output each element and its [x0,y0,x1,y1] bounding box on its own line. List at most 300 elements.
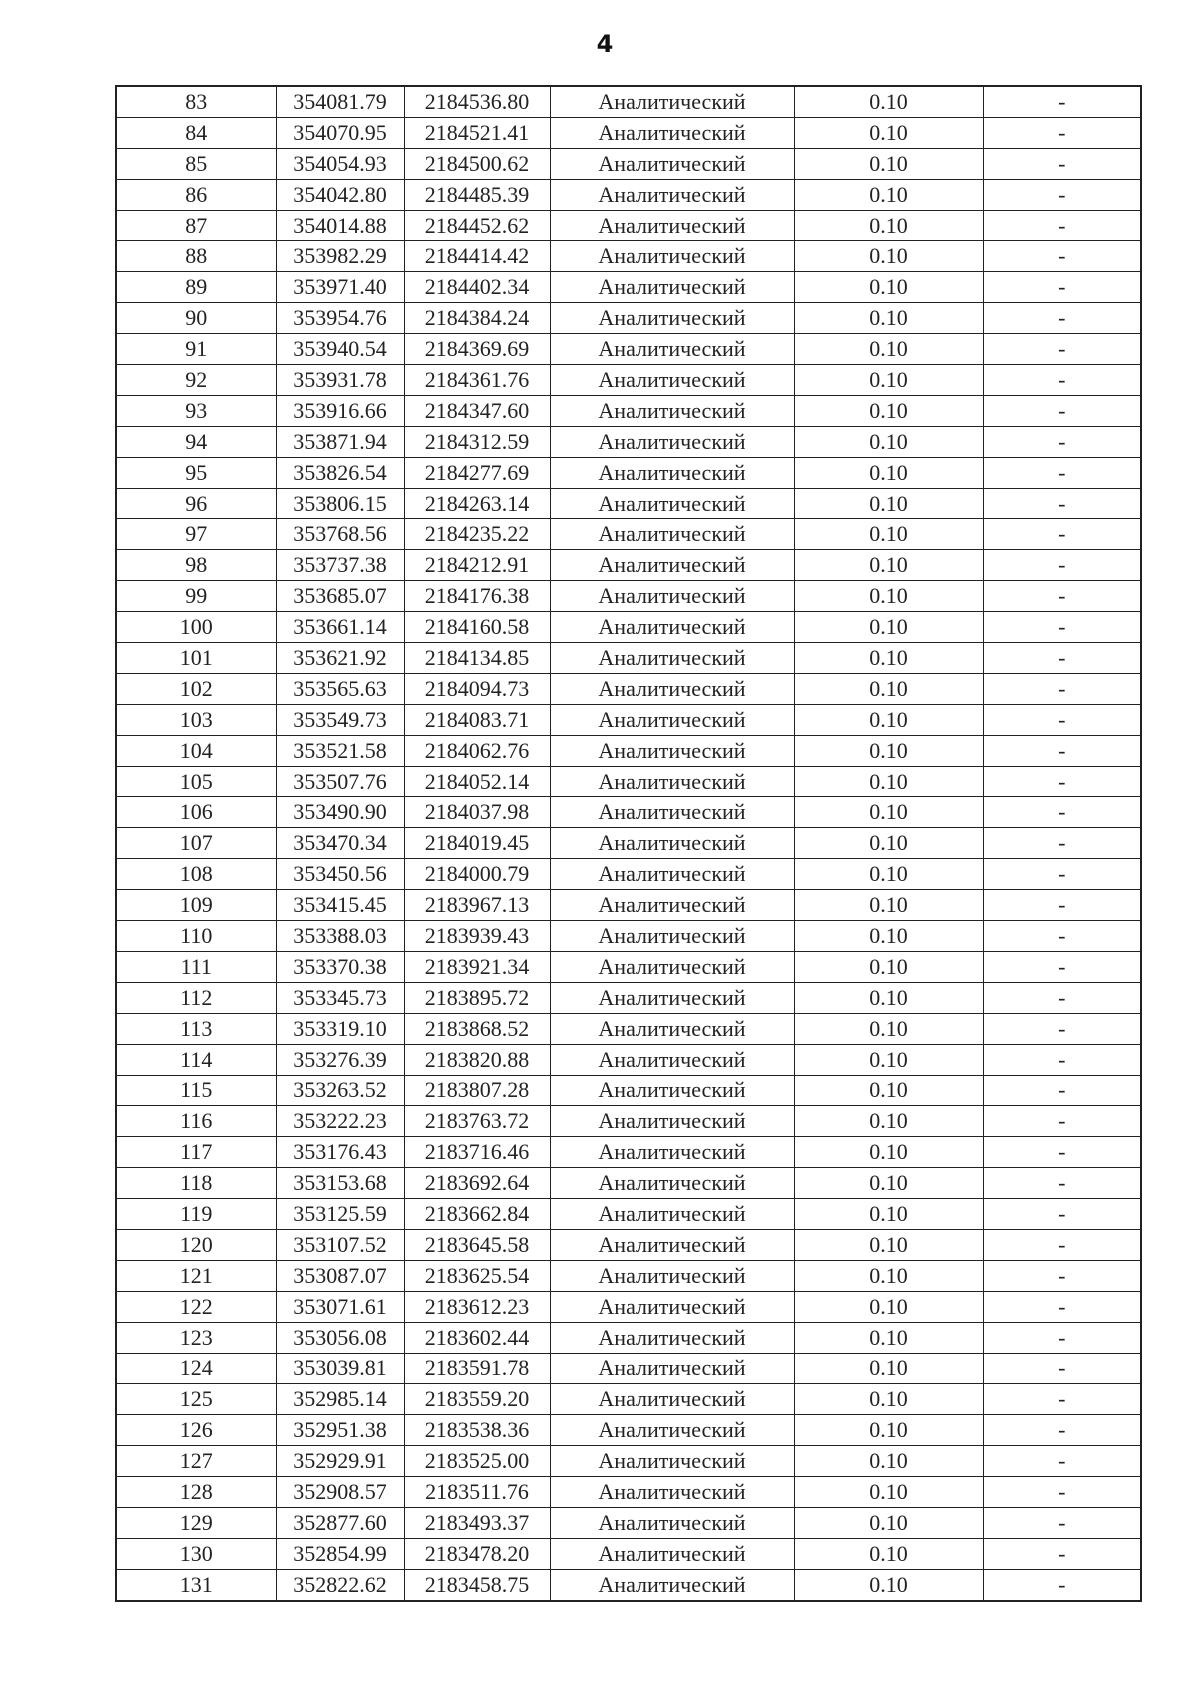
table-row [116,890,1141,921]
y-coordinate-cell: 2183716.46 [404,1137,550,1168]
y-coordinate-cell: 2184536.80 [404,86,550,117]
accuracy-cell: 0.10 [794,951,983,982]
method-cell: Аналитический [550,1106,794,1137]
accuracy-cell: 0.10 [794,117,983,148]
table-row [116,179,1141,210]
accuracy-cell: 0.10 [794,1477,983,1508]
point-number-cell: 98 [116,550,276,581]
point-number-cell: 118 [116,1168,276,1199]
note-cell: - [983,550,1141,581]
x-coordinate-cell: 353490.90 [276,797,404,828]
note-cell: - [983,179,1141,210]
note-cell: - [983,1137,1141,1168]
y-coordinate-cell: 2183807.28 [404,1075,550,1106]
point-number-cell: 92 [116,365,276,396]
y-coordinate-cell: 2184212.91 [404,550,550,581]
method-cell: Аналитический [550,1353,794,1384]
method-cell: Аналитический [550,1075,794,1106]
table-row [116,1322,1141,1353]
accuracy-cell: 0.10 [794,612,983,643]
accuracy-cell: 0.10 [794,426,983,457]
note-cell: - [983,117,1141,148]
y-coordinate-cell: 2184052.14 [404,766,550,797]
method-cell: Аналитический [550,704,794,735]
x-coordinate-cell: 353415.45 [276,890,404,921]
note-cell: - [983,272,1141,303]
y-coordinate-cell: 2184019.45 [404,828,550,859]
point-number-cell: 106 [116,797,276,828]
table-row [116,148,1141,179]
accuracy-cell: 0.10 [794,704,983,735]
note-cell: - [983,1013,1141,1044]
accuracy-cell: 0.10 [794,365,983,396]
accuracy-cell: 0.10 [794,673,983,704]
point-number-cell: 103 [116,704,276,735]
accuracy-cell: 0.10 [794,1538,983,1569]
accuracy-cell: 0.10 [794,1075,983,1106]
y-coordinate-cell: 2184277.69 [404,457,550,488]
x-coordinate-cell: 352985.14 [276,1384,404,1415]
x-coordinate-cell: 353661.14 [276,612,404,643]
accuracy-cell: 0.10 [794,179,983,210]
note-cell: - [983,1291,1141,1322]
y-coordinate-cell: 2184361.76 [404,365,550,396]
note-cell: - [983,1322,1141,1353]
table-row [116,426,1141,457]
point-number-cell: 99 [116,581,276,612]
x-coordinate-cell: 353940.54 [276,334,404,365]
method-cell: Аналитический [550,1569,794,1600]
note-cell: - [983,1106,1141,1137]
point-number-cell: 116 [116,1106,276,1137]
table-body [116,86,1141,1601]
y-coordinate-cell: 2184176.38 [404,581,550,612]
table-row [116,395,1141,426]
y-coordinate-cell: 2183645.58 [404,1229,550,1260]
table-row [116,1507,1141,1538]
accuracy-cell: 0.10 [794,982,983,1013]
method-cell: Аналитический [550,1199,794,1230]
method-cell: Аналитический [550,828,794,859]
x-coordinate-cell: 353263.52 [276,1075,404,1106]
x-coordinate-cell: 353276.39 [276,1044,404,1075]
table-row [116,797,1141,828]
table-row [116,1013,1141,1044]
y-coordinate-cell: 2184094.73 [404,673,550,704]
table-row [116,1538,1141,1569]
page-number: 4 [596,30,614,58]
point-number-cell: 108 [116,859,276,890]
method-cell: Аналитический [550,395,794,426]
note-cell: - [983,1168,1141,1199]
table-row [116,581,1141,612]
x-coordinate-cell: 353153.68 [276,1168,404,1199]
accuracy-cell: 0.10 [794,303,983,334]
x-coordinate-cell: 352929.91 [276,1446,404,1477]
table-row [116,457,1141,488]
x-coordinate-cell: 353176.43 [276,1137,404,1168]
point-number-cell: 129 [116,1507,276,1538]
method-cell: Аналитический [550,179,794,210]
note-cell: - [983,395,1141,426]
y-coordinate-cell: 2184160.58 [404,612,550,643]
accuracy-cell: 0.10 [794,488,983,519]
point-number-cell: 114 [116,1044,276,1075]
accuracy-cell: 0.10 [794,1353,983,1384]
accuracy-cell: 0.10 [794,1569,983,1600]
table-row [116,1168,1141,1199]
point-number-cell: 131 [116,1569,276,1600]
y-coordinate-cell: 2184500.62 [404,148,550,179]
table-row [116,272,1141,303]
y-coordinate-cell: 2183591.78 [404,1353,550,1384]
point-number-cell: 91 [116,334,276,365]
y-coordinate-cell: 2184347.60 [404,395,550,426]
table-row [116,828,1141,859]
y-coordinate-cell: 2184369.69 [404,334,550,365]
y-coordinate-cell: 2184235.22 [404,519,550,550]
x-coordinate-cell: 354081.79 [276,86,404,117]
point-number-cell: 94 [116,426,276,457]
table-row [116,1569,1141,1600]
table-row [116,704,1141,735]
point-number-cell: 119 [116,1199,276,1230]
y-coordinate-cell: 2184521.41 [404,117,550,148]
method-cell: Аналитический [550,1446,794,1477]
method-cell: Аналитический [550,1415,794,1446]
accuracy-cell: 0.10 [794,550,983,581]
table-row [116,1229,1141,1260]
accuracy-cell: 0.10 [794,1199,983,1230]
x-coordinate-cell: 353388.03 [276,921,404,952]
accuracy-cell: 0.10 [794,457,983,488]
point-number-cell: 128 [116,1477,276,1508]
method-cell: Аналитический [550,1168,794,1199]
accuracy-cell: 0.10 [794,86,983,117]
note-cell: - [983,1260,1141,1291]
table-row [116,673,1141,704]
note-cell: - [983,1044,1141,1075]
y-coordinate-cell: 2183559.20 [404,1384,550,1415]
y-coordinate-cell: 2183612.23 [404,1291,550,1322]
table-row [116,241,1141,272]
y-coordinate-cell: 2183662.84 [404,1199,550,1230]
note-cell: - [983,1507,1141,1538]
accuracy-cell: 0.10 [794,241,983,272]
point-number-cell: 104 [116,735,276,766]
note-cell: - [983,951,1141,982]
table-row [116,1384,1141,1415]
x-coordinate-cell: 352854.99 [276,1538,404,1569]
table-row [116,982,1141,1013]
note-cell: - [983,457,1141,488]
accuracy-cell: 0.10 [794,1415,983,1446]
accuracy-cell: 0.10 [794,1137,983,1168]
accuracy-cell: 0.10 [794,859,983,890]
point-number-cell: 88 [116,241,276,272]
point-number-cell: 83 [116,86,276,117]
point-number-cell: 101 [116,643,276,674]
point-number-cell: 124 [116,1353,276,1384]
method-cell: Аналитический [550,334,794,365]
note-cell: - [983,1353,1141,1384]
method-cell: Аналитический [550,117,794,148]
x-coordinate-cell: 353039.81 [276,1353,404,1384]
y-coordinate-cell: 2184414.42 [404,241,550,272]
y-coordinate-cell: 2184485.39 [404,179,550,210]
accuracy-cell: 0.10 [794,581,983,612]
y-coordinate-cell: 2183602.44 [404,1322,550,1353]
x-coordinate-cell: 352877.60 [276,1507,404,1538]
method-cell: Аналитический [550,735,794,766]
method-cell: Аналитический [550,272,794,303]
table-row [116,1075,1141,1106]
note-cell: - [983,1569,1141,1600]
point-number-cell: 111 [116,951,276,982]
method-cell: Аналитический [550,241,794,272]
point-number-cell: 117 [116,1137,276,1168]
point-number-cell: 93 [116,395,276,426]
table-row [116,550,1141,581]
x-coordinate-cell: 353107.52 [276,1229,404,1260]
point-number-cell: 123 [116,1322,276,1353]
point-number-cell: 95 [116,457,276,488]
note-cell: - [983,828,1141,859]
table-row [116,365,1141,396]
point-number-cell: 127 [116,1446,276,1477]
x-coordinate-cell: 353370.38 [276,951,404,982]
x-coordinate-cell: 354042.80 [276,179,404,210]
table-row [116,1477,1141,1508]
accuracy-cell: 0.10 [794,1168,983,1199]
x-coordinate-cell: 353916.66 [276,395,404,426]
table-row [116,921,1141,952]
note-cell: - [983,673,1141,704]
accuracy-cell: 0.10 [794,334,983,365]
method-cell: Аналитический [550,303,794,334]
point-number-cell: 109 [116,890,276,921]
note-cell: - [983,766,1141,797]
y-coordinate-cell: 2184312.59 [404,426,550,457]
y-coordinate-cell: 2183868.52 [404,1013,550,1044]
y-coordinate-cell: 2184452.62 [404,210,550,241]
method-cell: Аналитический [550,766,794,797]
table-row [116,612,1141,643]
note-cell: - [983,612,1141,643]
y-coordinate-cell: 2184083.71 [404,704,550,735]
point-number-cell: 102 [116,673,276,704]
table-row [116,1044,1141,1075]
point-number-cell: 97 [116,519,276,550]
y-coordinate-cell: 2183895.72 [404,982,550,1013]
point-number-cell: 115 [116,1075,276,1106]
note-cell: - [983,982,1141,1013]
table-row [116,334,1141,365]
x-coordinate-cell: 353565.63 [276,673,404,704]
note-cell: - [983,86,1141,117]
method-cell: Аналитический [550,1013,794,1044]
x-coordinate-cell: 353087.07 [276,1260,404,1291]
point-number-cell: 122 [116,1291,276,1322]
point-number-cell: 126 [116,1415,276,1446]
x-coordinate-cell: 353056.08 [276,1322,404,1353]
x-coordinate-cell: 352951.38 [276,1415,404,1446]
note-cell: - [983,581,1141,612]
method-cell: Аналитический [550,890,794,921]
accuracy-cell: 0.10 [794,643,983,674]
y-coordinate-cell: 2184134.85 [404,643,550,674]
note-cell: - [983,210,1141,241]
x-coordinate-cell: 353549.73 [276,704,404,735]
x-coordinate-cell: 354054.93 [276,148,404,179]
y-coordinate-cell: 2183763.72 [404,1106,550,1137]
note-cell: - [983,797,1141,828]
point-number-cell: 120 [116,1229,276,1260]
table-row [116,1199,1141,1230]
accuracy-cell: 0.10 [794,1384,983,1415]
y-coordinate-cell: 2184037.98 [404,797,550,828]
accuracy-cell: 0.10 [794,1013,983,1044]
point-number-cell: 90 [116,303,276,334]
point-number-cell: 121 [116,1260,276,1291]
point-number-cell: 130 [116,1538,276,1569]
method-cell: Аналитический [550,859,794,890]
y-coordinate-cell: 2183478.20 [404,1538,550,1569]
y-coordinate-cell: 2183921.34 [404,951,550,982]
method-cell: Аналитический [550,673,794,704]
note-cell: - [983,241,1141,272]
point-number-cell: 85 [116,148,276,179]
accuracy-cell: 0.10 [794,828,983,859]
point-number-cell: 112 [116,982,276,1013]
method-cell: Аналитический [550,1260,794,1291]
x-coordinate-cell: 353685.07 [276,581,404,612]
point-number-cell: 89 [116,272,276,303]
method-cell: Аналитический [550,612,794,643]
point-number-cell: 86 [116,179,276,210]
note-cell: - [983,859,1141,890]
accuracy-cell: 0.10 [794,1106,983,1137]
note-cell: - [983,1446,1141,1477]
point-number-cell: 100 [116,612,276,643]
accuracy-cell: 0.10 [794,921,983,952]
method-cell: Аналитический [550,951,794,982]
accuracy-cell: 0.10 [794,1507,983,1538]
method-cell: Аналитический [550,457,794,488]
method-cell: Аналитический [550,1477,794,1508]
accuracy-cell: 0.10 [794,735,983,766]
note-cell: - [983,704,1141,735]
note-cell: - [983,735,1141,766]
method-cell: Аналитический [550,1229,794,1260]
note-cell: - [983,1538,1141,1569]
accuracy-cell: 0.10 [794,1291,983,1322]
accuracy-cell: 0.10 [794,272,983,303]
accuracy-cell: 0.10 [794,1322,983,1353]
note-cell: - [983,334,1141,365]
table-row [116,117,1141,148]
table-row [116,951,1141,982]
method-cell: Аналитический [550,1538,794,1569]
method-cell: Аналитический [550,1291,794,1322]
method-cell: Аналитический [550,797,794,828]
table-row [116,1415,1141,1446]
accuracy-cell: 0.10 [794,890,983,921]
method-cell: Аналитический [550,1384,794,1415]
y-coordinate-cell: 2184062.76 [404,735,550,766]
coordinates-table [115,85,1142,1602]
note-cell: - [983,303,1141,334]
x-coordinate-cell: 353125.59 [276,1199,404,1230]
table-row [116,1260,1141,1291]
note-cell: - [983,1075,1141,1106]
x-coordinate-cell: 353507.76 [276,766,404,797]
x-coordinate-cell: 353768.56 [276,519,404,550]
point-number-cell: 105 [116,766,276,797]
accuracy-cell: 0.10 [794,395,983,426]
method-cell: Аналитический [550,426,794,457]
x-coordinate-cell: 352908.57 [276,1477,404,1508]
method-cell: Аналитический [550,921,794,952]
method-cell: Аналитический [550,1322,794,1353]
x-coordinate-cell: 353222.23 [276,1106,404,1137]
table-row [116,643,1141,674]
y-coordinate-cell: 2183625.54 [404,1260,550,1291]
point-number-cell: 96 [116,488,276,519]
table-row [116,86,1141,117]
method-cell: Аналитический [550,550,794,581]
method-cell: Аналитический [550,581,794,612]
method-cell: Аналитический [550,86,794,117]
table-row [116,1353,1141,1384]
method-cell: Аналитический [550,148,794,179]
table-row [116,519,1141,550]
point-number-cell: 107 [116,828,276,859]
method-cell: Аналитический [550,488,794,519]
table-row [116,1137,1141,1168]
method-cell: Аналитический [550,365,794,396]
x-coordinate-cell: 353954.76 [276,303,404,334]
table-row [116,1291,1141,1322]
table-row [116,303,1141,334]
method-cell: Аналитический [550,1137,794,1168]
x-coordinate-cell: 353521.58 [276,735,404,766]
x-coordinate-cell: 353806.15 [276,488,404,519]
point-number-cell: 113 [116,1013,276,1044]
note-cell: - [983,365,1141,396]
accuracy-cell: 0.10 [794,1044,983,1075]
y-coordinate-cell: 2183939.43 [404,921,550,952]
y-coordinate-cell: 2183820.88 [404,1044,550,1075]
x-coordinate-cell: 352822.62 [276,1569,404,1600]
x-coordinate-cell: 353319.10 [276,1013,404,1044]
y-coordinate-cell: 2184402.34 [404,272,550,303]
x-coordinate-cell: 353826.54 [276,457,404,488]
accuracy-cell: 0.10 [794,210,983,241]
x-coordinate-cell: 354070.95 [276,117,404,148]
y-coordinate-cell: 2183511.76 [404,1477,550,1508]
method-cell: Аналитический [550,210,794,241]
method-cell: Аналитический [550,1044,794,1075]
table-row [116,766,1141,797]
x-coordinate-cell: 353971.40 [276,272,404,303]
note-cell: - [983,1477,1141,1508]
note-cell: - [983,921,1141,952]
table-row [116,210,1141,241]
note-cell: - [983,1199,1141,1230]
note-cell: - [983,148,1141,179]
point-number-cell: 84 [116,117,276,148]
